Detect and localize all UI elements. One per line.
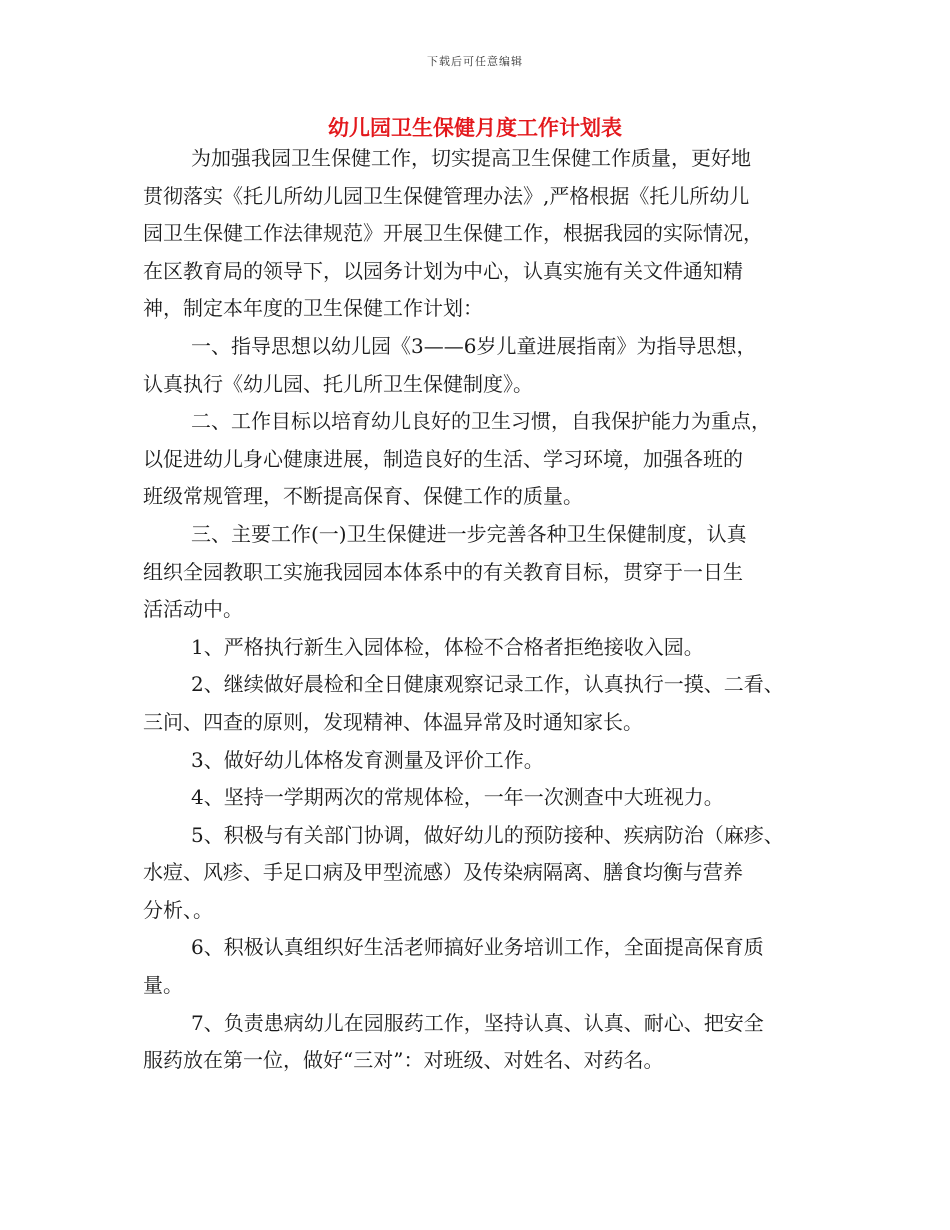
body-line: 神，制定本年度的卫生保健工作计划： xyxy=(143,296,483,321)
document-body xyxy=(143,140,833,1080)
body-line: 量。 xyxy=(143,973,183,998)
body-line: 以促进幼儿身心健康进展，制造良好的生活、学习环境，加强各班的 xyxy=(143,446,743,471)
body-line: 二、工作目标以培育幼儿良好的卫生习惯，自我保护能力为重点， xyxy=(191,409,771,434)
body-line: 活活动中。 xyxy=(143,597,243,622)
body-line: 5、积极与有关部门协调，做好幼儿的预防接种、疾病防治（麻疹、 xyxy=(191,822,784,847)
body-line: 园卫生保健工作法律规范》开展卫生保健工作，根据我园的实际情况， xyxy=(143,221,763,246)
body-line: 7、负责患病幼儿在园服药工作，坚持认真、认真、耐心、把安全 xyxy=(191,1010,764,1035)
body-line: 服药放在第一位，做好“三对”：对班级、对姓名、对药名。 xyxy=(143,1048,664,1073)
body-line: 为加强我园卫生保健工作，切实提高卫生保健工作质量，更好地 xyxy=(191,146,751,170)
page-header-note: 下载后可任意编辑 xyxy=(427,55,523,68)
body-line: 三问、四查的原则，发现精神、体温异常及时通知家长。 xyxy=(143,709,643,734)
body-line: 一、指导思想以幼儿园《3——6岁儿童进展指南》为指导思想， xyxy=(191,333,757,358)
body-line: 4、坚持一学期两次的常规体检，一年一次测查中大班视力。 xyxy=(191,785,724,810)
body-line: 贯彻落实《托儿所幼儿园卫生保健管理办法》,严格根据《托儿所幼儿 xyxy=(143,183,750,208)
body-line: 三、主要工作(一)卫生保健进一步完善各种卫生保健制度，认真 xyxy=(191,521,747,546)
body-line: 分析、。 xyxy=(143,897,213,922)
document-title: 幼儿园卫生保健月度工作计划表 xyxy=(328,116,622,140)
body-line: 2、继续做好晨检和全日健康观察记录工作，认真执行一摸、二看、 xyxy=(191,672,784,697)
body-line: 班级常规管理，不断提高保育、保健工作的质量。 xyxy=(143,484,583,509)
body-line: 3、做好幼儿体格发育测量及评价工作。 xyxy=(191,747,544,772)
body-line: 在区教育局的领导下，以园务计划为中心，认真实施有关文件通知精 xyxy=(143,258,743,283)
body-line: 6、积极认真组织好生活老师搞好业务培训工作，全面提高保育质 xyxy=(191,935,764,960)
body-line: 组织全园教职工实施我园园本体系中的有关教育目标，贯穿于一日生 xyxy=(143,559,743,584)
body-line: 水痘、风疹、手足口病及甲型流感）及传染病隔离、膳食均衡与营养 xyxy=(143,860,743,885)
body-line: 1、严格执行新生入园体检，体检不合格者拒绝接收入园。 xyxy=(191,634,704,659)
body-line: 认真执行《幼儿园、托儿所卫生保健制度》。 xyxy=(143,371,533,396)
